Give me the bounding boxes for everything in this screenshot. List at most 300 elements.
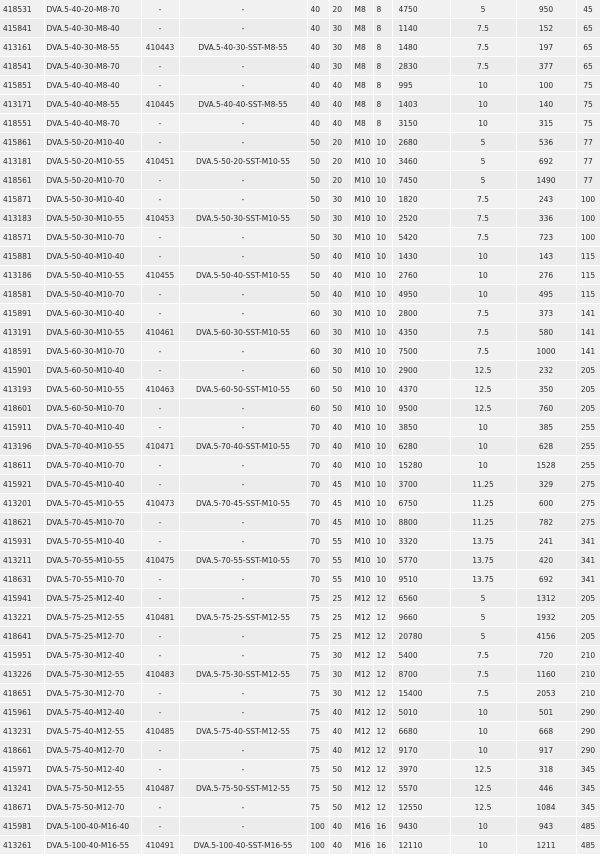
weight-cell: 205 <box>576 627 600 646</box>
diameter-cell: 100 <box>307 836 329 855</box>
sst-product-name-cell: DVA.5-100-40-SST-M16-55 <box>179 836 307 855</box>
weight-cell: 275 <box>576 513 600 532</box>
sst-product-name-cell: - <box>179 741 307 760</box>
table-row <box>0 418 600 437</box>
product-name-cell: DVA.5-60-50-M10-55 <box>44 380 141 399</box>
article-number-cell: 415881 <box>0 247 44 266</box>
height-cell: 40 <box>329 437 351 456</box>
table-row <box>0 399 600 418</box>
product-name-cell: DVA.5-100-40-M16-40 <box>44 817 141 836</box>
article-number-cell: 415921 <box>0 475 44 494</box>
product-name-cell: DVA.5-60-30-M10-40 <box>44 304 141 323</box>
weight-cell: 115 <box>576 285 600 304</box>
sst-product-name-cell: DVA.5-75-40-SST-M12-55 <box>179 722 307 741</box>
product-name-cell: DVA.5-70-45-M10-40 <box>44 475 141 494</box>
height-cell: 40 <box>329 114 351 133</box>
sst-product-name-cell: - <box>179 304 307 323</box>
sst-article-number-cell: 410455 <box>141 266 179 285</box>
table-row <box>0 190 600 209</box>
diameter-cell: 75 <box>307 627 329 646</box>
thread-size-cell: 8 <box>373 76 392 95</box>
deflection-cell: 10 <box>450 722 516 741</box>
load-cell: 4370 <box>392 380 450 399</box>
load-cell: 2900 <box>392 361 450 380</box>
spring-rate-cell: 315 <box>516 114 576 133</box>
thread-size-cell: 8 <box>373 19 392 38</box>
table-row <box>0 760 600 779</box>
sst-article-number-cell: 410443 <box>141 38 179 57</box>
thread-size-cell: 8 <box>373 0 392 19</box>
product-name-cell: DVA.5-75-25-M12-70 <box>44 627 141 646</box>
thread-cell: M10 <box>351 437 373 456</box>
weight-cell: 205 <box>576 361 600 380</box>
diameter-cell: 75 <box>307 760 329 779</box>
article-number-cell: 418611 <box>0 456 44 475</box>
spring-rate-cell: 628 <box>516 437 576 456</box>
thread-cell: M12 <box>351 684 373 703</box>
thread-cell: M12 <box>351 760 373 779</box>
load-cell: 6280 <box>392 437 450 456</box>
thread-cell: M8 <box>351 38 373 57</box>
article-number-cell: 418601 <box>0 399 44 418</box>
weight-cell: 255 <box>576 418 600 437</box>
height-cell: 50 <box>329 361 351 380</box>
diameter-cell: 50 <box>307 285 329 304</box>
sst-article-number-cell: - <box>141 57 179 76</box>
weight-cell: 141 <box>576 304 600 323</box>
sst-product-name-cell: - <box>179 133 307 152</box>
article-number-cell: 415901 <box>0 361 44 380</box>
article-number-cell: 418661 <box>0 741 44 760</box>
sst-product-name-cell: DVA.5-75-30-SST-M12-55 <box>179 665 307 684</box>
load-cell: 5770 <box>392 551 450 570</box>
weight-cell: 65 <box>576 57 600 76</box>
table-row <box>0 532 600 551</box>
deflection-cell: 11.25 <box>450 494 516 513</box>
load-cell: 9170 <box>392 741 450 760</box>
load-cell: 2800 <box>392 304 450 323</box>
product-name-cell: DVA.5-50-40-M10-40 <box>44 247 141 266</box>
table-row <box>0 171 600 190</box>
spring-rate-cell: 232 <box>516 361 576 380</box>
thread-cell: M10 <box>351 323 373 342</box>
height-cell: 30 <box>329 190 351 209</box>
weight-cell: 485 <box>576 836 600 855</box>
deflection-cell: 7.5 <box>450 304 516 323</box>
deflection-cell: 7.5 <box>450 209 516 228</box>
diameter-cell: 75 <box>307 741 329 760</box>
diameter-cell: 75 <box>307 665 329 684</box>
spring-rate-cell: 760 <box>516 399 576 418</box>
weight-cell: 485 <box>576 817 600 836</box>
diameter-cell: 50 <box>307 247 329 266</box>
height-cell: 25 <box>329 627 351 646</box>
spring-rate-cell: 536 <box>516 133 576 152</box>
article-number-cell: 415971 <box>0 760 44 779</box>
product-name-cell: DVA.5-70-40-M10-40 <box>44 418 141 437</box>
load-cell: 1430 <box>392 247 450 266</box>
article-number-cell: 413261 <box>0 836 44 855</box>
sst-product-name-cell: DVA.5-75-25-SST-M12-55 <box>179 608 307 627</box>
height-cell: 30 <box>329 323 351 342</box>
sst-article-number-cell: - <box>141 133 179 152</box>
diameter-cell: 70 <box>307 570 329 589</box>
thread-size-cell: 10 <box>373 304 392 323</box>
spring-rate-cell: 329 <box>516 475 576 494</box>
sst-product-name-cell: - <box>179 456 307 475</box>
sst-product-name-cell: - <box>179 589 307 608</box>
article-number-cell: 415951 <box>0 646 44 665</box>
height-cell: 20 <box>329 0 351 19</box>
product-name-cell: DVA.5-40-30-M8-40 <box>44 19 141 38</box>
product-name-cell: DVA.5-70-55-M10-70 <box>44 570 141 589</box>
table-row <box>0 38 600 57</box>
height-cell: 40 <box>329 95 351 114</box>
thread-cell: M12 <box>351 665 373 684</box>
article-number-cell: 418621 <box>0 513 44 532</box>
deflection-cell: 10 <box>450 95 516 114</box>
load-cell: 995 <box>392 76 450 95</box>
height-cell: 55 <box>329 570 351 589</box>
diameter-cell: 75 <box>307 798 329 817</box>
article-number-cell: 418541 <box>0 57 44 76</box>
thread-size-cell: 10 <box>373 551 392 570</box>
sst-article-number-cell: 410491 <box>141 836 179 855</box>
thread-cell: M10 <box>351 133 373 152</box>
spring-rate-cell: 943 <box>516 817 576 836</box>
height-cell: 25 <box>329 608 351 627</box>
diameter-cell: 70 <box>307 513 329 532</box>
spring-rate-cell: 143 <box>516 247 576 266</box>
deflection-cell: 10 <box>450 817 516 836</box>
product-name-cell: DVA.5-40-30-M8-55 <box>44 38 141 57</box>
diameter-cell: 70 <box>307 437 329 456</box>
table-row <box>0 817 600 836</box>
thread-cell: M8 <box>351 0 373 19</box>
table-row <box>0 722 600 741</box>
table-row <box>0 152 600 171</box>
product-name-cell: DVA.5-70-55-M10-55 <box>44 551 141 570</box>
height-cell: 50 <box>329 798 351 817</box>
weight-cell: 275 <box>576 494 600 513</box>
deflection-cell: 10 <box>450 247 516 266</box>
diameter-cell: 50 <box>307 266 329 285</box>
product-name-cell: DVA.5-60-30-M10-70 <box>44 342 141 361</box>
spring-rate-cell: 385 <box>516 418 576 437</box>
article-number-cell: 418581 <box>0 285 44 304</box>
diameter-cell: 60 <box>307 342 329 361</box>
height-cell: 25 <box>329 589 351 608</box>
sst-product-name-cell: - <box>179 19 307 38</box>
deflection-cell: 13.75 <box>450 570 516 589</box>
product-name-cell: DVA.5-70-55-M10-40 <box>44 532 141 551</box>
article-number-cell: 413161 <box>0 38 44 57</box>
product-name-cell: DVA.5-75-40-M12-55 <box>44 722 141 741</box>
load-cell: 9660 <box>392 608 450 627</box>
deflection-cell: 10 <box>450 76 516 95</box>
weight-cell: 341 <box>576 551 600 570</box>
weight-cell: 290 <box>576 722 600 741</box>
deflection-cell: 7.5 <box>450 684 516 703</box>
product-name-cell: DVA.5-40-40-M8-40 <box>44 76 141 95</box>
article-number-cell: 418591 <box>0 342 44 361</box>
deflection-cell: 7.5 <box>450 19 516 38</box>
deflection-cell: 10 <box>450 437 516 456</box>
deflection-cell: 10 <box>450 285 516 304</box>
load-cell: 15280 <box>392 456 450 475</box>
sst-article-number-cell: 410463 <box>141 380 179 399</box>
weight-cell: 75 <box>576 76 600 95</box>
product-name-cell: DVA.5-50-30-M10-55 <box>44 209 141 228</box>
deflection-cell: 7.5 <box>450 342 516 361</box>
article-number-cell: 415851 <box>0 76 44 95</box>
height-cell: 40 <box>329 817 351 836</box>
spring-rate-cell: 1312 <box>516 589 576 608</box>
weight-cell: 290 <box>576 741 600 760</box>
table-row <box>0 589 600 608</box>
table-row <box>0 627 600 646</box>
load-cell: 3850 <box>392 418 450 437</box>
thread-size-cell: 10 <box>373 494 392 513</box>
sst-product-name-cell: - <box>179 627 307 646</box>
sst-article-number-cell: 410451 <box>141 152 179 171</box>
thread-cell: M12 <box>351 608 373 627</box>
thread-size-cell: 12 <box>373 798 392 817</box>
product-name-cell: DVA.5-50-20-M10-55 <box>44 152 141 171</box>
table-row <box>0 304 600 323</box>
thread-size-cell: 8 <box>373 95 392 114</box>
spring-rate-cell: 692 <box>516 570 576 589</box>
thread-cell: M10 <box>351 152 373 171</box>
spring-rate-cell: 692 <box>516 152 576 171</box>
article-number-cell: 415961 <box>0 703 44 722</box>
load-cell: 20780 <box>392 627 450 646</box>
thread-cell: M10 <box>351 551 373 570</box>
article-number-cell: 413193 <box>0 380 44 399</box>
product-name-cell: DVA.5-75-50-M12-70 <box>44 798 141 817</box>
height-cell: 50 <box>329 380 351 399</box>
weight-cell: 65 <box>576 38 600 57</box>
product-name-cell: DVA.5-50-40-M10-70 <box>44 285 141 304</box>
deflection-cell: 5 <box>450 152 516 171</box>
thread-size-cell: 10 <box>373 266 392 285</box>
thread-size-cell: 10 <box>373 190 392 209</box>
sst-article-number-cell: - <box>141 285 179 304</box>
diameter-cell: 60 <box>307 361 329 380</box>
thread-size-cell: 10 <box>373 418 392 437</box>
product-name-cell: DVA.5-75-40-M12-70 <box>44 741 141 760</box>
spring-rate-cell: 1211 <box>516 836 576 855</box>
diameter-cell: 70 <box>307 532 329 551</box>
thread-size-cell: 10 <box>373 323 392 342</box>
diameter-cell: 50 <box>307 171 329 190</box>
article-number-cell: 415891 <box>0 304 44 323</box>
article-number-cell: 415981 <box>0 817 44 836</box>
deflection-cell: 5 <box>450 0 516 19</box>
product-name-cell: DVA.5-40-40-M8-70 <box>44 114 141 133</box>
article-number-cell: 413241 <box>0 779 44 798</box>
article-number-cell: 418531 <box>0 0 44 19</box>
diameter-cell: 75 <box>307 779 329 798</box>
weight-cell: 75 <box>576 114 600 133</box>
diameter-cell: 40 <box>307 0 329 19</box>
weight-cell: 341 <box>576 570 600 589</box>
table-row <box>0 323 600 342</box>
sst-product-name-cell: - <box>179 817 307 836</box>
load-cell: 2680 <box>392 133 450 152</box>
thread-size-cell: 10 <box>373 152 392 171</box>
spring-rate-cell: 600 <box>516 494 576 513</box>
thread-size-cell: 10 <box>373 570 392 589</box>
load-cell: 3150 <box>392 114 450 133</box>
thread-size-cell: 12 <box>373 779 392 798</box>
weight-cell: 77 <box>576 133 600 152</box>
sst-article-number-cell: - <box>141 684 179 703</box>
thread-cell: M16 <box>351 817 373 836</box>
diameter-cell: 75 <box>307 684 329 703</box>
thread-cell: M10 <box>351 380 373 399</box>
deflection-cell: 10 <box>450 741 516 760</box>
table-row <box>0 76 600 95</box>
thread-size-cell: 10 <box>373 209 392 228</box>
table-row <box>0 361 600 380</box>
article-number-cell: 413191 <box>0 323 44 342</box>
height-cell: 50 <box>329 399 351 418</box>
spring-rate-cell: 197 <box>516 38 576 57</box>
diameter-cell: 40 <box>307 19 329 38</box>
weight-cell: 205 <box>576 399 600 418</box>
article-number-cell: 413221 <box>0 608 44 627</box>
product-name-cell: DVA.5-40-20-M8-70 <box>44 0 141 19</box>
article-number-cell: 415941 <box>0 589 44 608</box>
diameter-cell: 40 <box>307 95 329 114</box>
table-row <box>0 247 600 266</box>
thread-cell: M10 <box>351 532 373 551</box>
sst-product-name-cell: - <box>179 342 307 361</box>
deflection-cell: 10 <box>450 836 516 855</box>
diameter-cell: 40 <box>307 76 329 95</box>
sst-product-name-cell: - <box>179 418 307 437</box>
table-row <box>0 228 600 247</box>
sst-article-number-cell: - <box>141 190 179 209</box>
product-name-cell: DVA.5-70-40-M10-55 <box>44 437 141 456</box>
sst-product-name-cell: DVA.5-40-40-SST-M8-55 <box>179 95 307 114</box>
thread-size-cell: 12 <box>373 703 392 722</box>
product-name-cell: DVA.5-60-50-M10-70 <box>44 399 141 418</box>
diameter-cell: 60 <box>307 399 329 418</box>
spring-rate-cell: 782 <box>516 513 576 532</box>
height-cell: 45 <box>329 494 351 513</box>
sst-product-name-cell: - <box>179 513 307 532</box>
spring-rate-cell: 373 <box>516 304 576 323</box>
deflection-cell: 13.75 <box>450 551 516 570</box>
deflection-cell: 12.5 <box>450 361 516 380</box>
load-cell: 8700 <box>392 665 450 684</box>
article-number-cell: 413211 <box>0 551 44 570</box>
sst-product-name-cell: - <box>179 0 307 19</box>
height-cell: 40 <box>329 266 351 285</box>
thread-cell: M10 <box>351 266 373 285</box>
load-cell: 3700 <box>392 475 450 494</box>
sst-product-name-cell: DVA.5-75-50-SST-M12-55 <box>179 779 307 798</box>
height-cell: 30 <box>329 209 351 228</box>
table-row <box>0 494 600 513</box>
table-row <box>0 703 600 722</box>
sst-product-name-cell: - <box>179 247 307 266</box>
thread-size-cell: 12 <box>373 608 392 627</box>
diameter-cell: 75 <box>307 589 329 608</box>
sst-article-number-cell: - <box>141 760 179 779</box>
thread-size-cell: 12 <box>373 665 392 684</box>
thread-cell: M10 <box>351 570 373 589</box>
diameter-cell: 50 <box>307 228 329 247</box>
thread-size-cell: 10 <box>373 247 392 266</box>
diameter-cell: 70 <box>307 418 329 437</box>
thread-size-cell: 12 <box>373 627 392 646</box>
thread-size-cell: 8 <box>373 38 392 57</box>
sst-product-name-cell: DVA.5-60-30-SST-M10-55 <box>179 323 307 342</box>
thread-cell: M8 <box>351 95 373 114</box>
sst-article-number-cell: - <box>141 513 179 532</box>
weight-cell: 205 <box>576 608 600 627</box>
sst-product-name-cell: DVA.5-70-45-SST-M10-55 <box>179 494 307 513</box>
table-row <box>0 836 600 855</box>
deflection-cell: 7.5 <box>450 228 516 247</box>
table-row <box>0 380 600 399</box>
load-cell: 1480 <box>392 38 450 57</box>
spring-rate-cell: 152 <box>516 19 576 38</box>
spring-rate-cell: 4156 <box>516 627 576 646</box>
load-cell: 3970 <box>392 760 450 779</box>
thread-size-cell: 10 <box>373 437 392 456</box>
sst-article-number-cell: 410481 <box>141 608 179 627</box>
load-cell: 1140 <box>392 19 450 38</box>
deflection-cell: 10 <box>450 703 516 722</box>
load-cell: 15400 <box>392 684 450 703</box>
load-cell: 4750 <box>392 0 450 19</box>
article-number-cell: 418631 <box>0 570 44 589</box>
thread-size-cell: 10 <box>373 475 392 494</box>
deflection-cell: 5 <box>450 171 516 190</box>
height-cell: 20 <box>329 171 351 190</box>
sst-article-number-cell: - <box>141 399 179 418</box>
sst-article-number-cell: - <box>141 228 179 247</box>
thread-cell: M12 <box>351 589 373 608</box>
article-number-cell: 413181 <box>0 152 44 171</box>
product-name-cell: DVA.5-60-30-M10-55 <box>44 323 141 342</box>
weight-cell: 210 <box>576 684 600 703</box>
sst-article-number-cell: - <box>141 0 179 19</box>
thread-cell: M12 <box>351 627 373 646</box>
thread-cell: M10 <box>351 190 373 209</box>
sst-product-name-cell: DVA.5-50-20-SST-M10-55 <box>179 152 307 171</box>
sst-article-number-cell: - <box>141 817 179 836</box>
spring-rate-cell: 243 <box>516 190 576 209</box>
height-cell: 40 <box>329 418 351 437</box>
spring-rate-cell: 276 <box>516 266 576 285</box>
sst-product-name-cell: DVA.5-70-40-SST-M10-55 <box>179 437 307 456</box>
deflection-cell: 10 <box>450 114 516 133</box>
product-name-cell: DVA.5-75-50-M12-40 <box>44 760 141 779</box>
weight-cell: 77 <box>576 171 600 190</box>
sst-article-number-cell: - <box>141 570 179 589</box>
thread-cell: M16 <box>351 836 373 855</box>
load-cell: 2520 <box>392 209 450 228</box>
table-row <box>0 133 600 152</box>
thread-cell: M12 <box>351 779 373 798</box>
deflection-cell: 10 <box>450 266 516 285</box>
deflection-cell: 7.5 <box>450 323 516 342</box>
